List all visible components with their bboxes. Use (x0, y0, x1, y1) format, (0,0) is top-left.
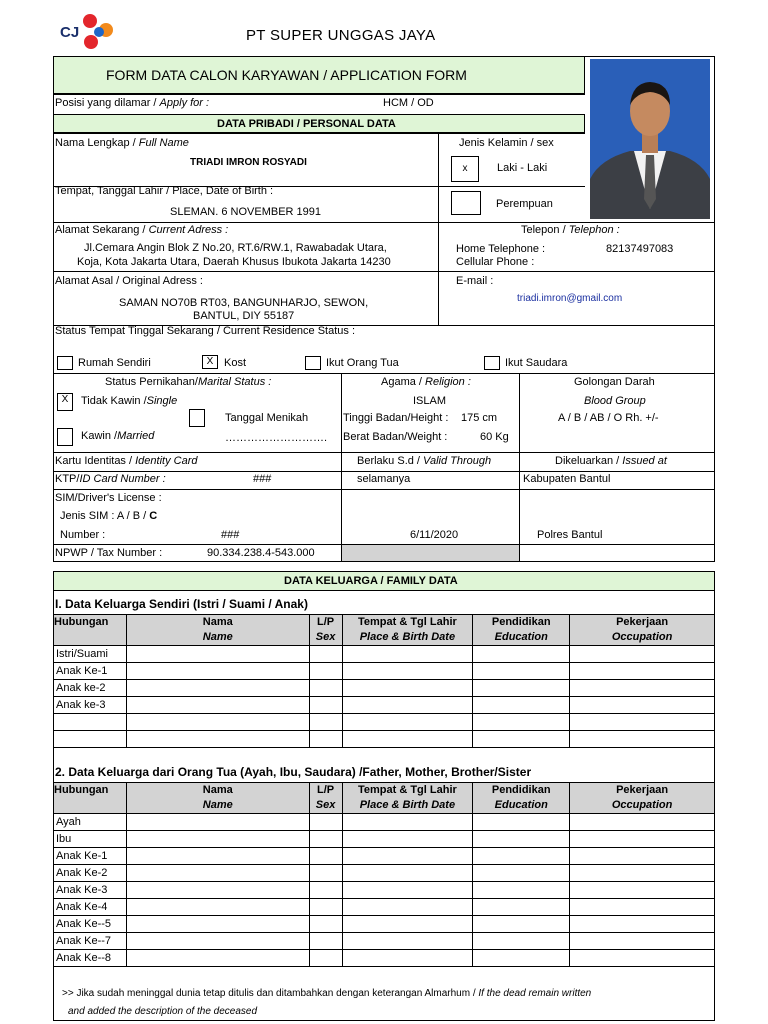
relation-cell: Anak Ke--7 (54, 933, 127, 950)
residence-own-checkbox[interactable] (57, 356, 73, 370)
table-row (54, 848, 715, 865)
entry-cell[interactable] (126, 848, 309, 865)
relation-cell: Istri/Suami (54, 646, 127, 663)
npwp-gray-cell (341, 544, 520, 562)
entry-cell[interactable] (309, 848, 342, 865)
entry-cell[interactable] (126, 714, 309, 731)
form-title: FORM DATA CALON KARYAWAN / APPLICATION FORM (106, 67, 467, 83)
table-row (54, 933, 715, 950)
col-sex: L/P Sex (309, 783, 342, 814)
entry-cell[interactable] (473, 848, 570, 865)
height-value: 175 cm (461, 412, 498, 424)
relation-cell: Anak Ke-3 (54, 882, 127, 899)
single-label: Tidak Kawin /Single (81, 395, 178, 407)
cell-phone-label: Cellular Phone : (456, 256, 535, 268)
applicant-photo (590, 59, 710, 219)
ktp-label: KTP/ID Card Number : (55, 473, 166, 485)
entry-cell[interactable] (473, 950, 570, 967)
table-row (54, 916, 715, 933)
col-education: Pendidikan Education (473, 615, 570, 646)
relation-cell: Anak ke-2 (54, 680, 127, 697)
relation-cell: Anak ke-3 (54, 697, 127, 714)
male-label: Laki - Laki (497, 162, 548, 174)
entry-cell[interactable] (126, 882, 309, 899)
position-value: HCM / OD (383, 97, 434, 109)
relation-cell: Ibu (54, 831, 127, 848)
original-address-line1: SAMAN NO70B RT03, BANGUNHARJO, SEWON, (119, 297, 369, 309)
npwp-label: NPWP / Tax Number : (55, 547, 163, 559)
weight-value: 60 Kg (480, 431, 509, 443)
sim-valid: 6/11/2020 (410, 529, 459, 541)
entry-cell[interactable] (570, 663, 715, 680)
entry-cell[interactable] (309, 933, 342, 950)
entry-cell[interactable] (126, 680, 309, 697)
col-name: Nama Name (126, 783, 309, 814)
col-name: Nama Name (126, 615, 309, 646)
col-birth: Tempat & Tgl Lahir Place & Birth Date (342, 783, 473, 814)
original-address-line2: BANTUL, DIY 55187 (193, 310, 295, 322)
entry-cell[interactable] (309, 831, 342, 848)
female-checkbox[interactable] (451, 191, 481, 215)
blood-label: Golongan Darah (574, 376, 655, 388)
entry-cell[interactable] (309, 663, 342, 680)
phone-label: Telepon / Telephon : (521, 224, 620, 236)
personal-header: DATA PRIBADI / PERSONAL DATA (217, 118, 396, 130)
birth-value: SLEMAN. 6 NOVEMBER 1991 (170, 206, 322, 218)
position-label: Posisi yang dilamar / Apply for : (55, 97, 210, 109)
full-name-label: Nama Lengkap / Full Name (55, 137, 189, 149)
entry-cell[interactable] (309, 680, 342, 697)
blood-label-en: Blood Group (584, 395, 646, 407)
entry-cell[interactable] (473, 831, 570, 848)
ktp-value: ### (253, 473, 272, 485)
sim-number-label: Number : (60, 529, 106, 541)
relation-cell (54, 731, 127, 748)
entry-cell[interactable] (570, 697, 715, 714)
weight-label: Berat Badan/Weight : (343, 431, 448, 443)
blood-options: A / B / AB / O Rh. +/- (558, 412, 659, 424)
table-row (54, 882, 715, 899)
entry-cell[interactable] (473, 680, 570, 697)
entry-cell[interactable] (473, 933, 570, 950)
entry-cell[interactable] (126, 933, 309, 950)
entry-cell[interactable] (342, 697, 473, 714)
company-name: PT SUPER UNGGAS JAYA (246, 27, 436, 44)
entry-cell[interactable] (473, 663, 570, 680)
entry-cell[interactable] (342, 882, 473, 899)
entry-cell[interactable] (309, 950, 342, 967)
entry-cell[interactable] (126, 916, 309, 933)
marital-label: Status Pernikahan/Marital Status : (105, 376, 272, 388)
original-address-label: Alamat Asal / Original Adress : (55, 275, 203, 287)
entry-cell[interactable] (570, 714, 715, 731)
entry-cell[interactable] (309, 899, 342, 916)
email-label: E-mail : (456, 275, 494, 287)
logo-text: CJ (60, 24, 80, 41)
col-relation: Hubungan (54, 783, 127, 814)
married-date-checkbox[interactable] (189, 409, 205, 427)
family2-header-row (54, 783, 715, 814)
entry-cell[interactable] (473, 697, 570, 714)
residence-relatives-checkbox[interactable] (484, 356, 500, 370)
sim-label: SIM/Driver's License : (55, 492, 162, 504)
table-row (54, 646, 715, 663)
current-address-line1: Jl.Cemara Angin Blok Z No.20, RT.6/RW.1, Rawabadak Utara, (84, 242, 387, 254)
table-row (54, 899, 715, 916)
entry-cell[interactable] (126, 899, 309, 916)
family2-table (53, 782, 715, 967)
entry-cell[interactable] (342, 714, 473, 731)
entry-cell[interactable] (309, 916, 342, 933)
sim-type: Jenis SIM : A / B / C (60, 510, 158, 522)
table-row (54, 950, 715, 967)
col-occupation: Pekerjaan Occupation (570, 615, 715, 646)
valid-through-label: Berlaku S.d / Valid Through (357, 455, 492, 467)
entry-cell[interactable] (126, 831, 309, 848)
residence-own-label: Rumah Sendiri (78, 357, 151, 369)
sim-number-value: ### (221, 529, 240, 541)
residence-relatives-label: Ikut Saudara (505, 357, 568, 369)
entry-cell[interactable] (473, 731, 570, 748)
sim-issued: Polres Bantul (537, 529, 603, 541)
relation-cell: Anak Ke--5 (54, 916, 127, 933)
entry-cell[interactable] (342, 646, 473, 663)
col-sex: L/P Sex (309, 615, 342, 646)
sex-label: Jenis Kelamin / sex (459, 137, 554, 149)
table-row (54, 663, 715, 680)
entry-cell[interactable] (473, 865, 570, 882)
relation-cell: Anak Ke-1 (54, 663, 127, 680)
entry-cell[interactable] (570, 731, 715, 748)
entry-cell[interactable] (126, 697, 309, 714)
entry-cell[interactable] (473, 916, 570, 933)
entry-cell[interactable] (342, 899, 473, 916)
family1-table (53, 614, 715, 748)
residence-parents-checkbox[interactable] (305, 356, 321, 370)
ktp-valid: selamanya (357, 473, 411, 485)
entry-cell[interactable] (473, 882, 570, 899)
ktp-issued: Kabupaten Bantul (523, 473, 611, 485)
relation-cell: Anak Ke-2 (54, 865, 127, 882)
identity-label: Kartu Identitas / Identity Card (55, 455, 198, 467)
entry-cell[interactable] (309, 731, 342, 748)
entry-cell[interactable] (342, 831, 473, 848)
family1-header-row (54, 615, 715, 646)
relation-cell (54, 714, 127, 731)
entry-cell[interactable] (342, 933, 473, 950)
birth-label: Tempat, Tanggal Lahir / Place, Date of Birth : (55, 185, 274, 197)
married-checkbox[interactable] (57, 428, 73, 446)
residence-label: Status Tempat Tinggal Sekarang / Current Residence Status : (55, 325, 356, 337)
religion-label: Agama / Religion : (381, 376, 471, 388)
current-address-label: Alamat Sekarang / Current Adress : (55, 224, 229, 236)
col-relation: Hubungan (54, 615, 127, 646)
family1-title: I. Data Keluarga Sendiri (Istri / Suami / Anak) (55, 597, 308, 611)
table-row (54, 865, 715, 882)
entry-cell[interactable] (126, 950, 309, 967)
entry-cell[interactable] (570, 865, 715, 882)
religion-value: ISLAM (413, 395, 447, 407)
entry-cell[interactable] (342, 814, 473, 831)
table-row (54, 680, 715, 697)
npwp-value: 90.334.238.4-543.000 (207, 547, 315, 559)
entry-cell[interactable] (570, 882, 715, 899)
footnote-line1: >> Jika sudah meninggal dunia tetap ditulis dan ditambahkan dengan keterangan Almarhum / If the dead remain written (62, 988, 592, 999)
entry-cell[interactable] (570, 950, 715, 967)
entry-cell[interactable] (342, 680, 473, 697)
entry-cell[interactable] (570, 680, 715, 697)
entry-cell[interactable] (570, 916, 715, 933)
entry-cell[interactable] (570, 646, 715, 663)
residence-kost-label: Kost (224, 357, 247, 369)
entry-cell[interactable] (342, 663, 473, 680)
col-birth: Tempat & Tgl Lahir Place & Birth Date (342, 615, 473, 646)
footnote-line2: and added the description of the deceased (68, 1006, 258, 1017)
entry-cell[interactable] (570, 933, 715, 950)
family2-title: 2. Data Keluarga dari Orang Tua (Ayah, Ibu, Saudara) /Father, Mother, Brother/Sister (55, 765, 532, 779)
table-row (54, 831, 715, 848)
entry-cell[interactable] (309, 865, 342, 882)
table-row (54, 814, 715, 831)
entry-cell[interactable] (309, 814, 342, 831)
col-education: Pendidikan Education (473, 783, 570, 814)
relation-cell: Anak Ke--8 (54, 950, 127, 967)
cj-logo (60, 8, 122, 52)
entry-cell[interactable] (342, 950, 473, 967)
home-phone-value: 82137497083 (606, 243, 674, 255)
single-checkbox[interactable]: X (57, 393, 73, 411)
entry-cell[interactable] (342, 916, 473, 933)
entry-cell[interactable] (126, 865, 309, 882)
family-header: DATA KELUARGA / FAMILY DATA (284, 575, 458, 587)
entry-cell[interactable] (309, 646, 342, 663)
residence-kost-checkbox[interactable]: X (202, 355, 218, 369)
married-label: Kawin /Married (81, 430, 155, 442)
full-name-value: TRIADI IMRON ROSYADI (190, 157, 307, 168)
relation-cell: Anak Ke-1 (54, 848, 127, 865)
entry-cell[interactable] (342, 848, 473, 865)
marriage-date-label: Tanggal Menikah (225, 412, 309, 424)
entry-cell[interactable] (309, 714, 342, 731)
issued-at-label: Dikeluarkan / Issued at (555, 455, 667, 467)
entry-cell[interactable] (570, 848, 715, 865)
marriage-date-dots: ………………………. (225, 432, 328, 444)
email-value: triadi.imron@gmail.com (517, 293, 623, 304)
entry-cell[interactable] (473, 714, 570, 731)
entry-cell[interactable] (126, 814, 309, 831)
entry-cell[interactable] (342, 865, 473, 882)
table-row (54, 731, 715, 748)
entry-cell[interactable] (473, 814, 570, 831)
male-checkbox[interactable]: x (451, 156, 479, 182)
col-occupation: Pekerjaan Occupation (570, 783, 715, 814)
entry-cell[interactable] (473, 646, 570, 663)
entry-cell[interactable] (126, 646, 309, 663)
entry-cell[interactable] (342, 731, 473, 748)
entry-cell[interactable] (570, 899, 715, 916)
female-label: Perempuan (496, 198, 553, 210)
entry-cell[interactable] (570, 831, 715, 848)
entry-cell[interactable] (126, 731, 309, 748)
residence-parents-label: Ikut Orang Tua (326, 357, 399, 369)
entry-cell[interactable] (126, 663, 309, 680)
height-label: Tinggi Badan/Height : (343, 412, 449, 424)
entry-cell[interactable] (309, 697, 342, 714)
table-row (54, 697, 715, 714)
entry-cell[interactable] (473, 899, 570, 916)
relation-cell: Anak Ke-4 (54, 899, 127, 916)
entry-cell[interactable] (570, 814, 715, 831)
current-address-line2: Koja, Kota Jakarta Utara, Daerah Khusus Ibukota Jakarta 14230 (77, 256, 391, 268)
entry-cell[interactable] (309, 882, 342, 899)
home-phone-label: Home Telephone : (456, 243, 546, 255)
table-row (54, 714, 715, 731)
relation-cell: Ayah (54, 814, 127, 831)
